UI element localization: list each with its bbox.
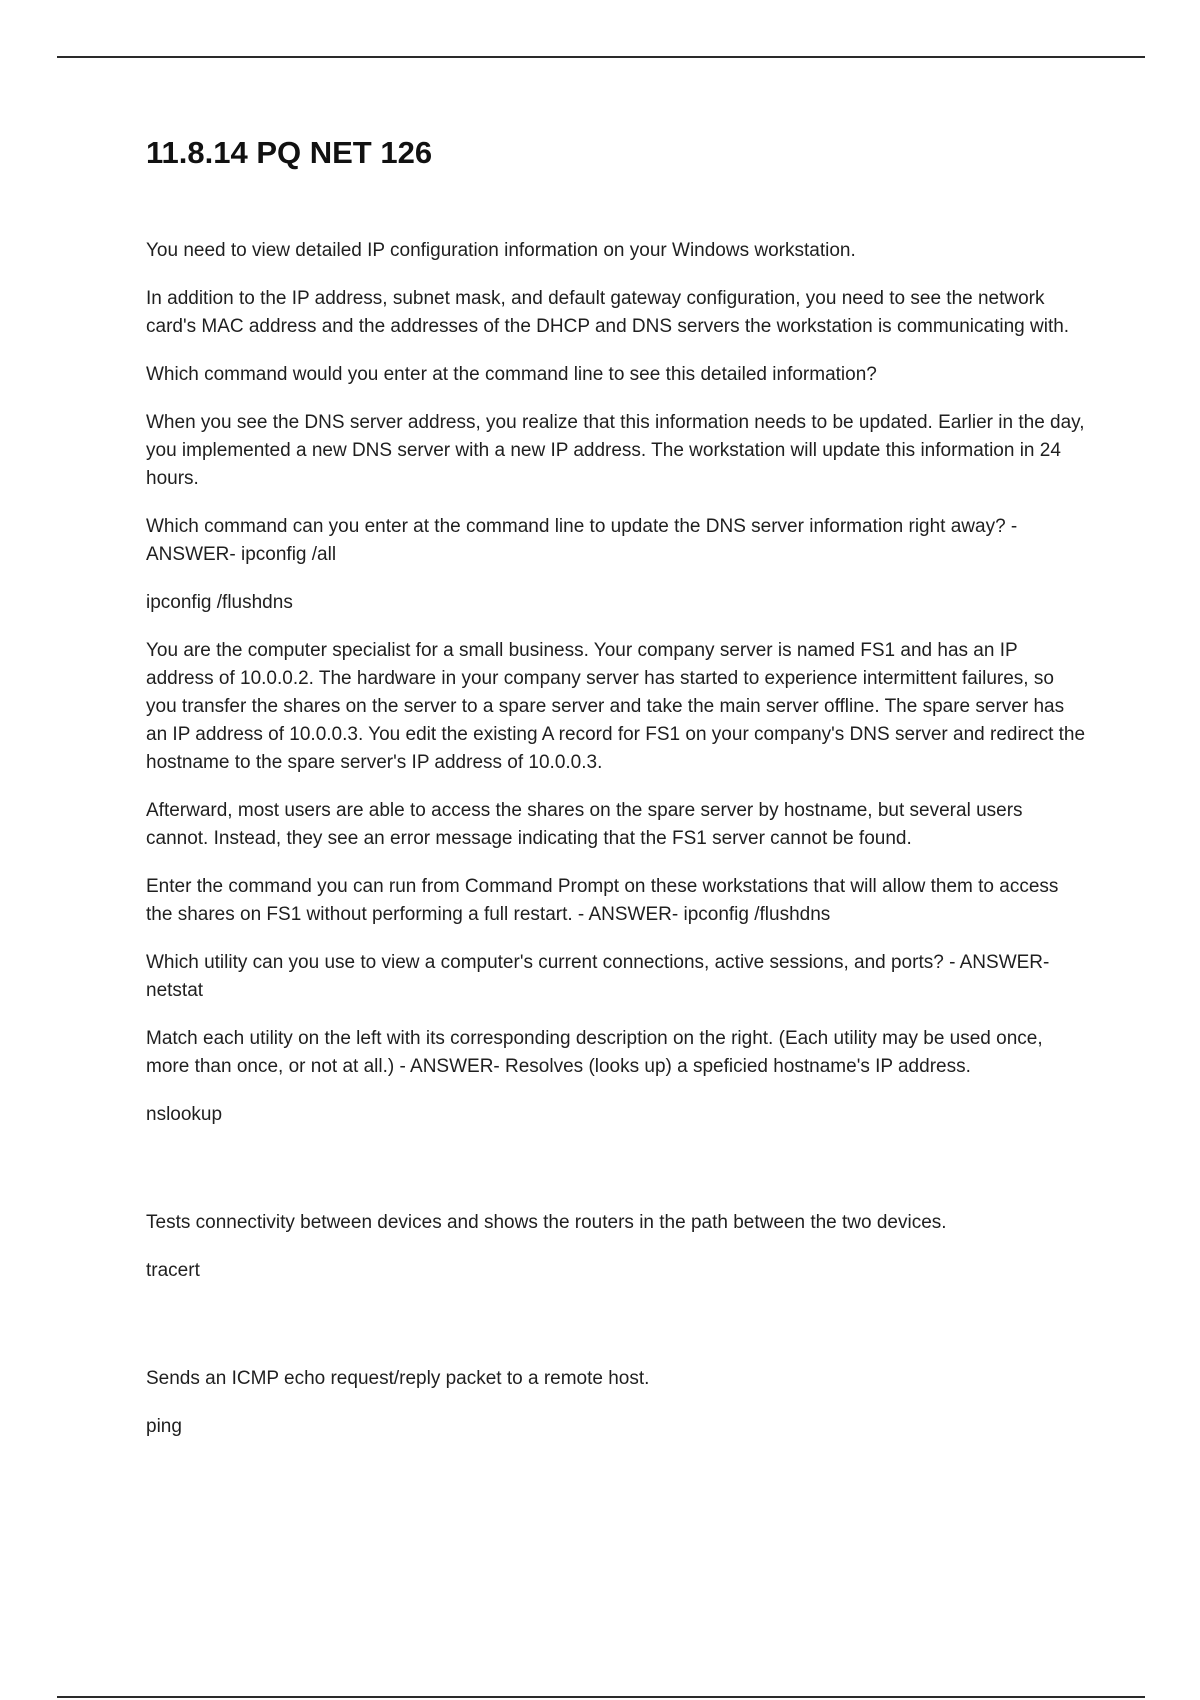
paragraph: Which command can you enter at the command line to update the DNS server information right away? - ANSWER- ipconfig /all (146, 516, 1018, 566)
spacer (146, 1149, 1086, 1209)
paragraph: Enter the command you can run from Command Prompt on these workstations that will allow them to access the shares on FS1 without performing a full restart. - ANSWER- ipconfig /flushdns (146, 876, 1059, 926)
top-divider (57, 56, 1145, 58)
paragraph: Tests connectivity between devices and shows the routers in the path between the two devices. (146, 1212, 947, 1234)
spacer (146, 1305, 1086, 1365)
paragraph: Which command would you enter at the command line to see this detailed information? (146, 364, 877, 386)
document-body (146, 134, 1086, 1461)
paragraph: Match each utility on the left with its corresponding description on the right. (Each utility may be used once, more than once, or not at all.) - ANSWER- Resolves (looks up) a speficied hostname's IP address. (146, 1028, 1043, 1078)
paragraph: ipconfig /flushdns (146, 592, 293, 614)
paragraph: tracert (146, 1260, 200, 1282)
paragraph: ping (146, 1416, 182, 1438)
bottom-divider (57, 1696, 1145, 1698)
paragraph: You are the computer specialist for a small business. Your company server is named FS1 and has an IP address of 10.0.0.2. The hardware in your company server has started to experience intermittent failures, so you transfer the shares on the server to a spare server and take the main server offline. The spare server has an IP address of 10.0.0.3. You edit the existing A record for FS1 on your company's DNS server and redirect the hostname to the spare server's IP address of 10.0.0.3. (146, 640, 1086, 774)
paragraph: Sends an ICMP echo request/reply packet to a remote host. (146, 1368, 650, 1390)
paragraph: nslookup (146, 1104, 223, 1126)
paragraph: When you see the DNS server address, you realize that this information needs to be updated. Earlier in the day, you implemented a new DNS server with a new IP address. The workstation will update this information in 24 hours. (146, 412, 1085, 490)
document-title: 11.8.14 PQ NET 126 (146, 135, 433, 170)
paragraph: Which utility can you use to view a computer's current connections, active sessions, and ports? - ANSWER- netstat (146, 952, 1050, 1002)
paragraph: You need to view detailed IP configuration information on your Windows workstation. (146, 240, 856, 262)
paragraph: Afterward, most users are able to access the shares on the spare server by hostname, but several users cannot. Instead, they see an error message indicating that the FS1 server cannot be found. (146, 800, 1023, 850)
paragraph: In addition to the IP address, subnet mask, and default gateway configuration, you need to see the network card's MAC address and the addresses of the DHCP and DNS servers the workstation is communicating with. (146, 288, 1070, 338)
